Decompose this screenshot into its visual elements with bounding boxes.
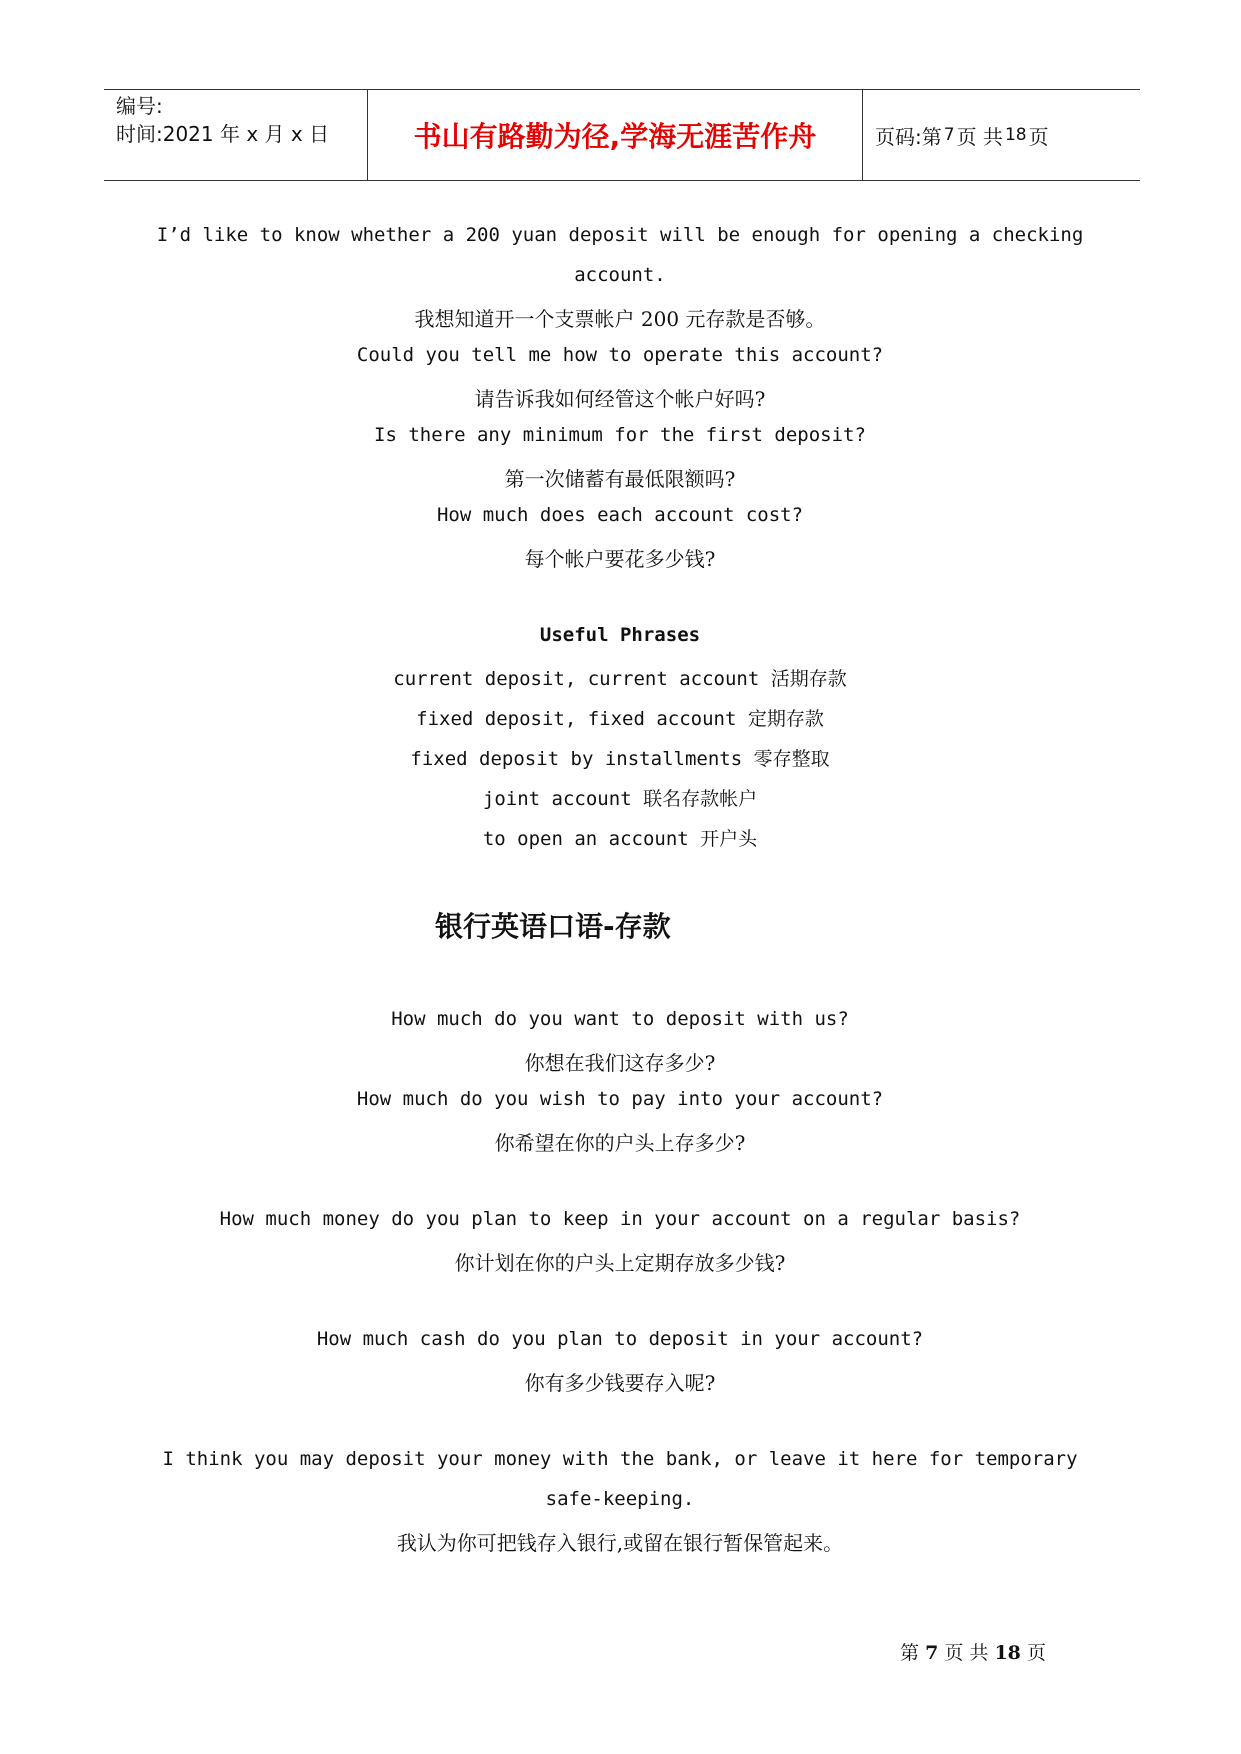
sentence-cn: 你计划在你的户头上定期存放多少钱? [454, 1251, 786, 1275]
sentence-en: How much does each account cost? [436, 504, 804, 526]
phrase-item: fixed deposit, fixed account 定期存款 [416, 708, 824, 730]
phrase-item: current deposit, current account 活期存款 [393, 668, 847, 690]
sentence-en: I’d like to know whether a 200 yuan deposit will be enough for opening a checking [156, 224, 1084, 246]
sentence-cn: 我认为你可把钱存入银行,或留在银行暂保管起来。 [396, 1531, 844, 1555]
phrases-heading: Useful Phrases [539, 624, 701, 646]
sentence-en: account. [574, 264, 666, 286]
phrase-item: fixed deposit by installments 零存整取 [410, 748, 830, 770]
number-label: 编号: [116, 94, 163, 118]
header-motto-cell [368, 90, 863, 180]
page-suffix: 页 [1028, 124, 1049, 149]
page-mid: 页 共 [956, 124, 1003, 149]
time-label: 时间:2021 年 x 月 x 日 [116, 122, 330, 146]
footer-current: 7 [925, 1642, 939, 1664]
sentence-cn: 你有多少钱要存入呢? [524, 1371, 716, 1395]
page-footer [900, 1638, 1046, 1665]
sentence-en: How much do you want to deposit with us? [391, 1008, 849, 1030]
footer-prefix: 第 [900, 1642, 920, 1664]
sentence-en: How much money do you plan to keep in your account on a regular basis? [219, 1208, 1021, 1230]
section-title: 银行英语口语-存款 [435, 910, 671, 943]
page-prefix: 页码:第 [875, 124, 942, 149]
header-meta-cell [104, 90, 368, 180]
sentence-en: safe-keeping. [545, 1488, 695, 1510]
sentence-cn: 你希望在你的户头上存多少? [494, 1131, 746, 1155]
footer-suffix: 页 [1026, 1642, 1046, 1664]
sentence-cn: 每个帐户要花多少钱? [524, 547, 716, 571]
sentence-cn: 请告诉我如何经管这个帐户好吗? [474, 387, 766, 411]
page-total: 18 [1004, 125, 1027, 145]
sentence-en: How much do you wish to pay into your account? [356, 1088, 884, 1110]
motto-text: 书山有路勤为径,学海无涯苦作舟 [413, 120, 817, 153]
sentence-cn: 我想知道开一个支票帐户 200 元存款是否够。 [414, 307, 826, 331]
sentence-en: How much cash do you plan to deposit in your account? [316, 1328, 924, 1350]
page-current: 7 [943, 125, 955, 145]
phrase-item: joint account 联名存款帐户 [482, 788, 758, 810]
sentence-en: Is there any minimum for the first deposit? [374, 424, 866, 446]
phrase-item: to open an account 开户头 [482, 828, 758, 850]
document-header [104, 89, 1140, 181]
footer-total: 18 [994, 1642, 1021, 1664]
footer-mid: 页 共 [944, 1642, 989, 1664]
sentence-en: Could you tell me how to operate this account? [356, 344, 884, 366]
sentence-cn: 你想在我们这存多少? [524, 1051, 716, 1075]
header-page-cell [863, 90, 1140, 180]
sentence-en: I think you may deposit your money with the bank, or leave it here for temporary [162, 1448, 1078, 1470]
sentence-cn: 第一次储蓄有最低限额吗? [504, 467, 736, 491]
